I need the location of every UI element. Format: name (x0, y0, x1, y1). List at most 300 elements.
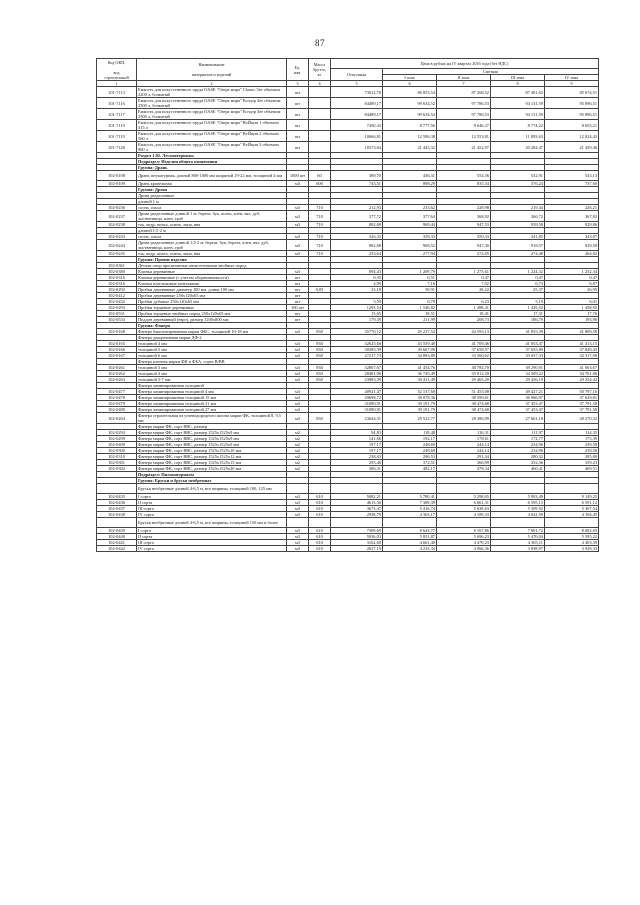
cell-mass (309, 484, 331, 494)
cell-unit: шт (287, 109, 309, 120)
cell-zone-1: 18,51 (383, 311, 437, 317)
cell-code: 101-7119 (97, 120, 137, 131)
cell-code: 102-0108 (97, 171, 137, 181)
cell-base-price: 179,39 (331, 317, 383, 323)
cell-zone-3: 87 481,63 (491, 87, 545, 98)
cell-unit: м3 (287, 401, 309, 407)
table-row (97, 240, 599, 251)
cell-code: 101-7113 (97, 87, 137, 98)
cell-code: 102-0168 (97, 329, 137, 335)
cell-zone-2: 947,30 (437, 240, 491, 251)
cell-code: 102-0477 (97, 389, 137, 395)
section-title: Группа: Прочие изделия (137, 257, 287, 263)
cell-zone-2: 6,23 (437, 299, 491, 305)
cell-name: Пробки деревянные 250х120х65 мм (137, 293, 287, 299)
cell-mass: 830 (309, 377, 331, 383)
cell-zone-3: 8 774,22 (491, 120, 545, 131)
cell-zone-1: 969,44 (383, 222, 437, 228)
cell-mass: 610 (309, 494, 331, 500)
cell-zone-4: 367,82 (545, 211, 599, 222)
cell-zone-1: 296,53 (383, 454, 437, 460)
cell-name: Дрань штукатурная, длиной 800-1000 мм шириной 19-22 мм, толщиной 4 мм (137, 171, 287, 181)
cell-zone-1: 277,94 (383, 251, 437, 257)
cell-mass: 610 (309, 500, 331, 506)
cell-mass: 830 (309, 341, 331, 347)
cell-name: длиной 1,5-2 м (137, 228, 287, 234)
cell-mass: 610 (309, 512, 331, 518)
cell-code: 102-0293 (97, 305, 137, 311)
cell-code: 101-7120 (97, 142, 137, 153)
cell-name: Фанера строительная из углеводородного шпона марки ФК, толщиной 8, 9,5 мм (137, 413, 287, 424)
cell-unit: шт (287, 120, 309, 131)
cell-zone-4: 41 809,59 (545, 329, 599, 335)
cell-code: 102-0310 (97, 454, 137, 460)
cell-zone-3: 274,48 (491, 251, 545, 257)
cell-zone-1: 6,79 (383, 299, 437, 305)
cell-code: 102-0479 (97, 401, 137, 407)
cell-code: 102-0243 (97, 234, 137, 240)
cell-zone-2: 8 167,86 (437, 528, 491, 534)
cell-zone-2: 6 661,31 (437, 500, 491, 506)
cell-base-price: 15,65 (331, 311, 383, 317)
cell-zone-1: 41 454,76 (383, 365, 437, 371)
column-number: 6 (383, 81, 437, 87)
cell-zone-1: 43 559,48 (383, 341, 437, 347)
cell-zone-3: 36 966,97 (491, 395, 545, 401)
cell-zone-2: 554,36 (437, 171, 491, 181)
cell-unit: м2 (287, 466, 309, 472)
cell-code: 102-0238 (97, 222, 137, 228)
cell-zone-3: 219,44 (491, 205, 545, 211)
cell-zone-4: 0,47 (545, 275, 599, 281)
cell-zone-2: 5 696,23 (437, 534, 491, 540)
header-zone-3: III зона (491, 75, 545, 81)
cell-zone-4: 1 252,34 (545, 269, 599, 275)
cell-base-price: 23983,39 (331, 377, 383, 383)
cell-zone-4: 737,60 (545, 181, 599, 187)
cell-zone-3: 234,96 (491, 442, 545, 448)
cell-zone-1: 4 233,34 (383, 546, 437, 552)
cell-zone-2: 37 658,57 (437, 347, 491, 353)
cell-name: Фанера марки ФК, сорт ВВС, размер 1525х1525х15 мм (137, 460, 287, 466)
cell-name: толщиной 6 мм (137, 353, 287, 359)
cell-unit: м3 (287, 546, 309, 552)
column-number: 3 (287, 81, 309, 87)
cell-mass: 710 (309, 234, 331, 240)
cell-zone-1: 4 661,40 (383, 540, 437, 546)
cell-unit: м3 (287, 205, 309, 211)
table-row (97, 171, 599, 181)
cell-code: 102-0236 (97, 205, 137, 211)
cell-mass (309, 131, 331, 142)
cell-zone-3: 20 284,47 (491, 142, 545, 153)
cell-zone-3: 111,97 (491, 430, 545, 436)
cell-base-price: 28481,96 (331, 371, 383, 377)
cell-code: 102-0435 (97, 494, 137, 500)
cell-zone-2: 40 784,70 (437, 365, 491, 371)
cell-zone-1: 436,31 (383, 171, 437, 181)
cell-base-price: 389,70 (331, 171, 383, 181)
cell-zone-1: 372,51 (383, 460, 437, 466)
cell-unit: шт (287, 311, 309, 317)
column-number: 8 (491, 81, 545, 87)
cell-base-price: 212,93 (331, 205, 383, 211)
cell-unit: м3 (287, 222, 309, 228)
cell-base-price: 84489,17 (331, 109, 383, 120)
cell-code: 102-0264 (97, 413, 137, 424)
cell-mass: 710 (309, 251, 331, 257)
cell-zone-1: 45 237,54 (383, 329, 437, 335)
cell-zone-2: 21 452,97 (437, 142, 491, 153)
cell-zone-2: 35 012,29 (437, 371, 491, 377)
cell-code: 102-0109 (97, 181, 137, 187)
cell-code: 102-0436 (97, 500, 137, 506)
cell-name: Емкость для искусственного пруда OASE "Озера мира" Есндзр Зее объемом 2500 л, бочкатый (137, 98, 287, 109)
cell-unit: м3 (287, 389, 309, 395)
cell-name: Фанера марки ФК, сорт ВВС, размер 1525х1525х9 мм (137, 442, 287, 448)
cell-unit: шт (287, 299, 309, 305)
cell-zone-3: 280,32 (491, 454, 545, 460)
cell-zone-4: 239,58 (545, 442, 599, 448)
cell-base-price: 31080,91 (331, 407, 383, 413)
cell-unit: м3 (287, 506, 309, 512)
cell-zone-2: 244,14 (437, 448, 491, 454)
cell-zone-4: 85 674,51 (545, 87, 599, 98)
cell-zone-1: 233,62 (383, 205, 437, 211)
cell-zone-4: 343,87 (545, 234, 599, 240)
cell-zone-3: 11 893,63 (491, 131, 545, 142)
cell-unit: м3 (287, 540, 309, 546)
cell-zone-2: 7,02 (437, 281, 491, 287)
cell-zone-1: 898,29 (383, 181, 437, 187)
cell-base-price: 31080,91 (331, 401, 383, 407)
cell-base-price: 4,99 (331, 281, 383, 287)
cell-name: толщиной 4 мм (137, 341, 287, 347)
cell-base-price: 32625,66 (331, 341, 383, 347)
cell-unit: шт (287, 275, 309, 281)
cell-code: 102-0302 (97, 466, 137, 472)
cell-base-price: 0,35 (331, 275, 383, 281)
cell-zone-1: 968,52 (383, 240, 437, 251)
cell-base-price: 18373,84 (331, 142, 383, 153)
cell-zone-3: 33 037,33 (491, 353, 545, 359)
cell-zone-4: 9 149,25 (545, 494, 599, 500)
cell-base-price: 5082,21 (331, 494, 383, 500)
section-title: Группа: Дрань (137, 165, 287, 171)
cell-mass: 0,05 (309, 287, 331, 293)
cell-base-price: 197,17 (331, 442, 383, 448)
column-number: 7 (437, 81, 491, 87)
cell-zone-4: 929,86 (545, 222, 599, 228)
cell-code: 102-0167 (97, 353, 137, 359)
cell-zone-2: 38 474,68 (437, 407, 491, 413)
cell-base-price: 743,51 (331, 181, 383, 187)
cell-zone-1: 248,69 (383, 448, 437, 454)
cell-zone-1 (383, 484, 437, 494)
cell-zone-1: 211,99 (383, 317, 437, 323)
cell-zone-1: 0,51 (383, 275, 437, 281)
cell-zone-2: 51 453,08 (437, 389, 491, 395)
cell-unit: м2 (287, 454, 309, 460)
cell-zone-4: 37 849,43 (545, 347, 599, 353)
cell-name: II сорта (137, 534, 287, 540)
cell-zone-1: 482,17 (383, 466, 437, 472)
cell-zone-2: 350,33 (437, 234, 491, 240)
table-row (97, 546, 599, 552)
cell-zone-4: 5 367,54 (545, 506, 599, 512)
cell-zone-2: 1 273,61 (437, 269, 491, 275)
cell-zone-1: 34 883,89 (383, 353, 437, 359)
cell-name: Дрова разделанные длиной 1,5-2 м: береза, бук, береза, клен, вяз, дуб, лиственница, клен, граб (137, 240, 287, 251)
cell-code: 102-0442 (97, 546, 137, 552)
cell-name: Фанера ламинированная толщиной 21 мм (137, 401, 287, 407)
section-title: Группа: Фанера (137, 323, 287, 329)
cell-zone-2: 244,14 (437, 442, 491, 448)
cell-unit: шт (287, 98, 309, 109)
cell-zone-3: 1 429,52 (491, 305, 545, 311)
cell-unit: 100 шт (287, 305, 309, 311)
cell-name: Клинья пластиковые монтажные (137, 281, 287, 287)
cell-mass: 710 (309, 205, 331, 211)
cell-zone-4: 8 655,21 (545, 120, 599, 131)
cell-zone-2: 28,22 (437, 287, 491, 293)
cell-zone-2: 33 560,02 (437, 353, 491, 359)
cell-zone-3: 37 655,89 (491, 347, 545, 353)
cell-name: Пробки торцевые хвойных пород 250х120х65 мм (137, 311, 287, 317)
cell-zone-1 (383, 518, 437, 528)
cell-unit: шт (287, 142, 309, 153)
cell-unit: м3 (287, 341, 309, 347)
cell-name: Фанера клееная марки ФК и ФБА, сорта В/ВВ (137, 359, 287, 365)
cell-base-price: 5,59 (331, 299, 383, 305)
cell-zone-4: 929,58 (545, 240, 599, 251)
cell-mass: 610 (309, 534, 331, 540)
cell-name: толщиной 3 мм (137, 365, 287, 371)
cell-zone-3: 341,85 (491, 234, 545, 240)
cell-base-price: 32867,67 (331, 365, 383, 371)
cell-zone-3: 49 427,21 (491, 389, 545, 395)
cell-zone-3: 39 290,91 (491, 365, 545, 371)
cell-zone-2: 97 786,53 (437, 98, 491, 109)
cell-mass: 830 (309, 413, 331, 424)
cell-name: Фанера ламинированная толщиной 27 мм (137, 407, 287, 413)
cell-unit: м2 (287, 448, 309, 454)
cell-base-price: 94,83 (331, 430, 383, 436)
cell-zone-1: 5 851,87 (383, 534, 437, 540)
cell-zone-2: 12 553,81 (437, 131, 491, 142)
cell-base-price: 1293,54 (331, 305, 383, 311)
header-price-title: Цена в рублях на IV квартал 2016 года (без НДС) (331, 59, 599, 69)
cell-zone-4: 95 896,51 (545, 109, 599, 120)
cell-mass: 710 (309, 211, 331, 222)
cell-zone-2: 291,34 (437, 454, 491, 460)
cell-mass: 600 (309, 181, 331, 187)
cell-zone-4: 226,21 (545, 205, 599, 211)
cell-zone-4: 6 591,12 (545, 500, 599, 506)
cell-base-price: 84489,17 (331, 98, 383, 109)
cell-zone-4: 50 797,16 (545, 389, 599, 395)
cell-name: Фанера ламинированная толщиной 15 мм (137, 395, 287, 401)
cell-code: 102-0412 (97, 293, 137, 299)
cell-unit: м3 (287, 240, 309, 251)
cell-zone-2: 4 189,33 (437, 512, 491, 518)
cell-zone-1: 118,48 (383, 430, 437, 436)
table-row (97, 120, 599, 131)
cell-zone-2: 178,61 (437, 436, 491, 442)
cell-name: Фанера бакелизированная марки ФБС, толщиной 10-18 мм (137, 329, 287, 335)
cell-code: 102-0299 (97, 436, 137, 442)
cell-code: 102-0300 (97, 448, 137, 454)
cell-zone-2: 274,05 (437, 251, 491, 257)
cell-zone-3: 918,57 (491, 240, 545, 251)
cell-zone-3: 41 053,47 (491, 341, 545, 347)
cell-zone-2: 87 268,52 (437, 87, 491, 98)
header-transport: Сметная (383, 69, 599, 75)
cell-zone-4: 26,95 (545, 287, 599, 293)
column-number: 5 (331, 81, 383, 87)
header-mass: Масса брутто, кг (309, 59, 331, 81)
cell-name: Фанера ламинированная толщиной (137, 383, 287, 389)
cell-name: Брусья необрезные длиной 4-6,5 м, все ширины, толщиной 100, 125 мм (137, 484, 287, 494)
cell-zone-3: 6 595,15 (491, 500, 545, 506)
table-row (97, 484, 599, 494)
cell-zone-4: 12 824,43 (545, 131, 599, 142)
cell-unit: м3 (287, 377, 309, 383)
cell-base-price: 4613,36 (331, 500, 383, 506)
cell-zone-1: 358,33 (383, 234, 437, 240)
cell-name: I сорта (137, 528, 287, 534)
cell-name: Брусья необрезные длиной 4-6,5 м, все ширины, толщиной 150 мм и более (137, 518, 287, 528)
cell-zone-2: 1 488,41 (437, 305, 491, 311)
cell-unit: м3 (287, 500, 309, 506)
cell-code: 102-0316 (97, 281, 137, 287)
cell-code: 102-0380 (97, 269, 137, 275)
cell-unit: м3 (287, 528, 309, 534)
price-table-body (97, 59, 599, 552)
cell-zone-2: 28 386,99 (437, 413, 491, 424)
cell-mass: 610 (309, 546, 331, 552)
cell-zone-2: 41 709,46 (437, 341, 491, 347)
cell-zone-3: 94 131,59 (491, 98, 545, 109)
cell-zone-3: 376,24 (491, 181, 545, 187)
cell-name: Пробки торцевые деревянные (137, 305, 287, 311)
cell-base-price: 27217,73 (331, 353, 383, 359)
cell-zone-2 (437, 518, 491, 528)
cell-name: Дрань кровельная (137, 181, 287, 187)
cell-unit: м3 (287, 211, 309, 222)
cell-zone-1: 29 522,77 (383, 413, 437, 424)
cell-unit: м3 (287, 365, 309, 371)
cell-base-price (331, 518, 383, 528)
cell-zone-3: 172,77 (491, 436, 545, 442)
cell-code: 102-0165 (97, 341, 137, 347)
cell-mass (309, 518, 331, 528)
cell-zone-3 (491, 484, 545, 494)
table-row (97, 98, 599, 109)
cell-zone-1: 1 546,82 (383, 305, 437, 311)
cell-mass (309, 142, 331, 153)
cell-zone-3: 94 131,59 (491, 109, 545, 120)
page-number: 87 (315, 38, 325, 48)
cell-base-price (331, 484, 383, 494)
cell-unit: м3 (287, 371, 309, 377)
cell-base-price: 197,17 (331, 448, 383, 454)
section-title: Группа: Дрова (137, 187, 287, 193)
cell-name: Фанера марки ФК, сорт ВВС, размер 1525х1525х12 мм (137, 454, 287, 460)
cell-zone-4: 3 928,33 (545, 546, 599, 552)
cell-zone-1: 39 078,36 (383, 395, 437, 401)
cell-zone-2: 478,34 (437, 466, 491, 472)
cell-mass: 610 (309, 506, 331, 512)
header-code: Код ОКП, код строительной (97, 59, 137, 81)
cell-mass: 610 (309, 540, 331, 546)
cell-zone-1: 39 191,79 (383, 401, 437, 407)
cell-zone-3: 366,72 (491, 211, 545, 222)
cell-zone-2: 38 474,68 (437, 401, 491, 407)
cell-unit: шт (287, 293, 309, 299)
cell-zone-2: 368,92 (437, 211, 491, 222)
cell-zone-4 (545, 484, 599, 494)
column-number: 1 (97, 81, 137, 87)
cell-unit: м2 (287, 430, 309, 436)
cell-unit: шт (287, 131, 309, 142)
cell-base-price: 386,31 (331, 466, 383, 472)
cell-base-price: 882,68 (331, 240, 383, 251)
cell-code: 102-0237 (97, 211, 137, 222)
cell-name: сосна, ольха (137, 205, 287, 211)
cell-mass (309, 120, 331, 131)
cell-zone-2: 44 593,13 (437, 329, 491, 335)
cell-code: 102-0531 (97, 311, 137, 317)
table-row (97, 211, 599, 222)
cell-name: III сорта (137, 506, 287, 512)
cell-zone-2: 29 465,20 (437, 377, 491, 383)
cell-zone-4: 543,13 (545, 171, 599, 181)
cell-base-price: 3673,47 (331, 506, 383, 512)
cell-zone-3: 4 022,59 (491, 512, 545, 518)
cell-zone-1: 39 191,79 (383, 407, 437, 413)
cell-code: 101-7117 (97, 109, 137, 120)
cell-zone-1: 36 749,49 (383, 371, 437, 377)
cell-zone-4: 21 459,46 (545, 142, 599, 153)
cell-zone-1: 5 780,41 (383, 494, 437, 500)
cell-zone-1: 7,16 (383, 281, 437, 287)
cell-zone-3: 352,36 (491, 460, 545, 466)
cell-unit: м3 (287, 407, 309, 413)
cell-zone-2: 208,73 (437, 317, 491, 323)
cell-base-price: 2627,19 (331, 546, 383, 552)
cell-zone-4: 29 254,42 (545, 377, 599, 383)
cell-zone-2: 947,53 (437, 222, 491, 228)
cell-zone-4: 1 458,95 (545, 305, 599, 311)
cell-code: 102-0440 (97, 534, 137, 540)
cell-name: Пробки дубовые 250х120х65 мм (137, 299, 287, 305)
cell-zone-4: 28 270,32 (545, 413, 599, 424)
cell-zone-1: 248,69 (383, 442, 437, 448)
cell-mass: 60 (309, 171, 331, 181)
cell-base-price: 23644,31 (331, 413, 383, 424)
cell-zone-4: 114,35 (545, 430, 599, 436)
cell-zone-3: 5 309,92 (491, 506, 545, 512)
table-row (97, 131, 599, 142)
cell-zone-2: 97 786,53 (437, 109, 491, 120)
cell-unit: шт (287, 317, 309, 323)
cell-code: 102-0400 (97, 442, 137, 448)
cell-unit: м3 (287, 347, 309, 353)
cell-zone-4 (545, 518, 599, 528)
cell-name: Емкость для искусственного пруда OASE "Озера мира" Classic 5ее объемом 2200 л, бочкатый (137, 87, 287, 98)
cell-name: Фанера ламинированная толщиной 4 мм (137, 389, 287, 395)
